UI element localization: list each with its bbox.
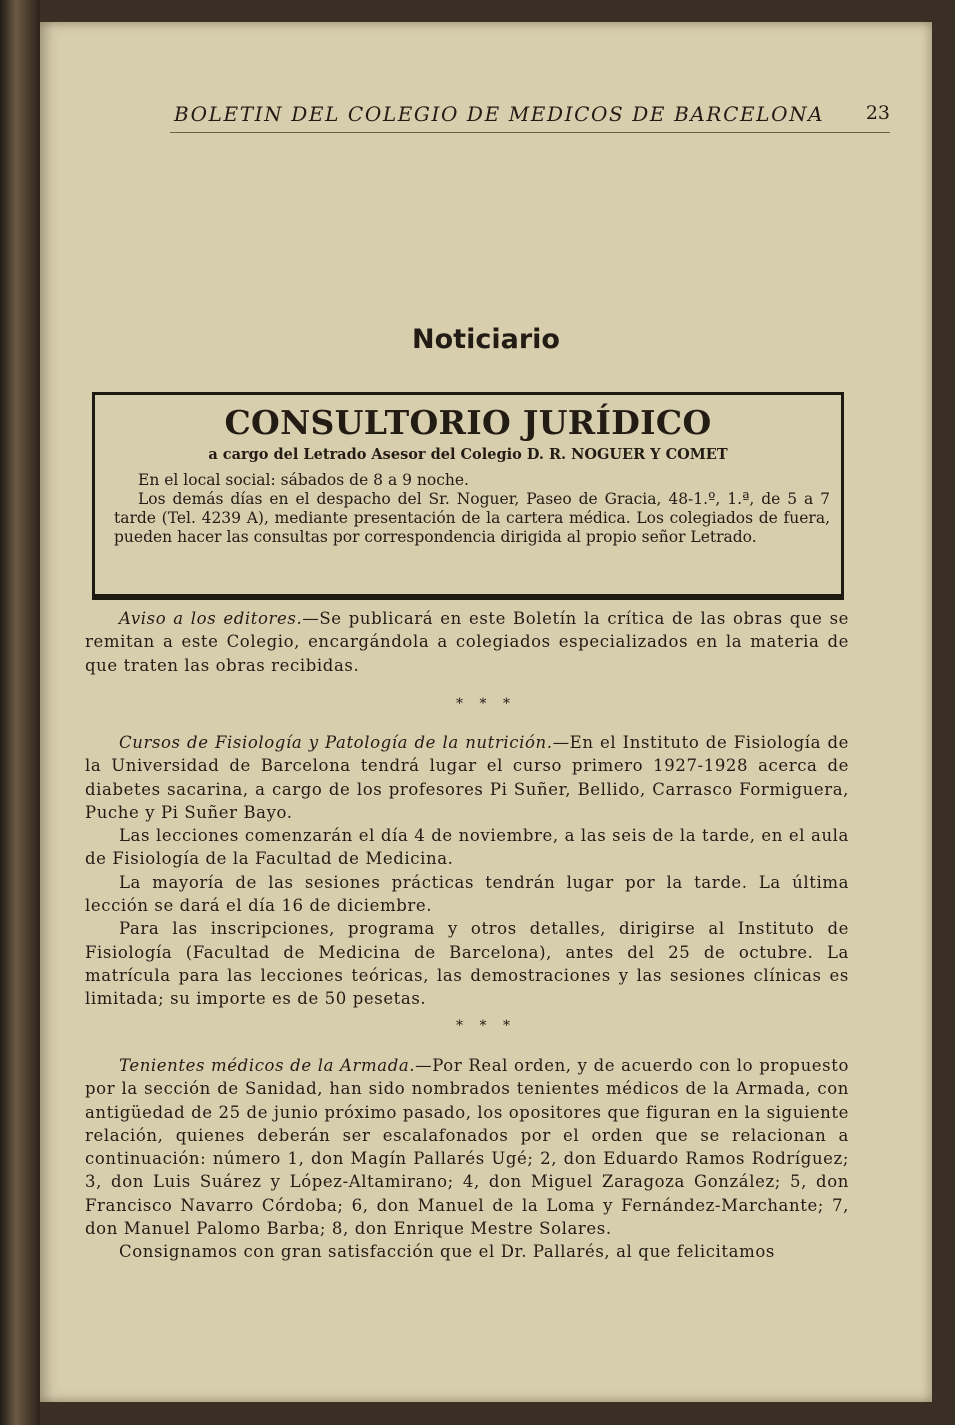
consultorio-title: CONSULTORIO JURÍDICO [224, 403, 712, 442]
page-number: 23 [865, 102, 890, 124]
header-title: BOLETIN DEL COLEGIO DE MEDICOS DE BARCELONA [174, 102, 825, 126]
tenientes-last-line: Consignamos con gran satisfacción que el Dr. Pallarés, al que felicitamos [119, 1242, 775, 1262]
cursos-text: —En el Instituto de Fisiología de la Universidad de Barcelona tendrá lugar el curso primero 1927-1928 acerca de diabetes sacarina, a cargo de los profesores Pi Suñer, Bellido, Carrasco Formiguera, Puche y Pi Suñer Bayo. [85, 733, 849, 822]
document-page [40, 22, 932, 1402]
consultorio-paragraph: En el local social: sábados de 8 a 9 noche. [138, 471, 469, 489]
cursos-paragraph [85, 731, 849, 824]
cursos-lead: Cursos de Fisiología y Patología de la nutrición. [119, 733, 553, 752]
consultorio-subtitle: a cargo del Letrado Asesor del Colegio D. R. NOGUER Y COMET [208, 446, 728, 463]
tenientes-lead: Tenientes médicos de la Armada. [119, 1056, 416, 1075]
section-title: Noticiario [412, 324, 560, 355]
separator: * * * [456, 696, 516, 712]
cursos-paragraph: Las lecciones comenzarán el día 4 de noviembre, a las seis de la tarde, en el aula de Fisiología de la Facultad de Medicina. [85, 826, 849, 869]
tenientes-article [85, 1054, 849, 1264]
cursos-article [85, 731, 849, 1011]
aviso-paragraph [85, 607, 849, 677]
book-spine [0, 0, 40, 1425]
consultorio-paragraph: Los demás días en el despacho del Sr. Noguer, Paseo de Gracia, 48-1.º, 1.ª, de 5 a 7 tarde (Tel. 4239 A), mediante presentación de la cartera médica. Los colegiados de fuera, pueden hacer las consultas por correspondencia dirigida al propio señor Letrado. [114, 490, 830, 546]
cursos-paragraph: La mayoría de las sesiones prácticas tendrán lugar por la tarde. La última lección se dará el día 16 de diciembre. [85, 872, 849, 916]
tenientes-paragraph [85, 1054, 849, 1240]
cursos-paragraph: Para las inscripciones, programa y otros detalles, dirigirse al Instituto de Fisiología (Facultad de Medicina de Barcelona), antes del 25 de octubre. La matrícula para las lecciones teóricas, las demostraciones y las sesiones clínicas es limitada; su importe es de 50 pesetas. [85, 919, 849, 1009]
aviso-lead: Aviso a los editores. [119, 609, 303, 628]
tenientes-text: —Por Real orden, y de acuerdo con lo propuesto por la sección de Sanidad, han sido nombrados tenientes médicos de la Armada, con antigüedad de 25 de junio próximo pasado, los opositores que figuran en la siguiente relación, quienes deberán ser escalafonados por el orden que se relacionan a continuación: número 1, don Magín Pallarés Ugé; 2, don Eduardo Ramos Rodríguez; 3, don Luis Suárez y López-Altamirano; 4, don Miguel Zaragoza González; 5, don Francisco Navarro Córdoba; 6, don Manuel de la Loma y Fernández-Marchante; 7, don Manuel Palomo Barba; 8, don Enrique Mestre Solares. [85, 1056, 850, 1239]
consultorio-body [114, 471, 830, 547]
running-header [170, 102, 890, 133]
consultorio-box [92, 392, 844, 600]
separator: * * * [456, 1018, 516, 1034]
aviso-text: —Se publicará en este Boletín la crítica de las obras que se remitan a este Colegio, encargándola a colegiados especializados en la materia de que traten las obras recibidas. [85, 609, 850, 675]
aviso-article [85, 607, 849, 677]
